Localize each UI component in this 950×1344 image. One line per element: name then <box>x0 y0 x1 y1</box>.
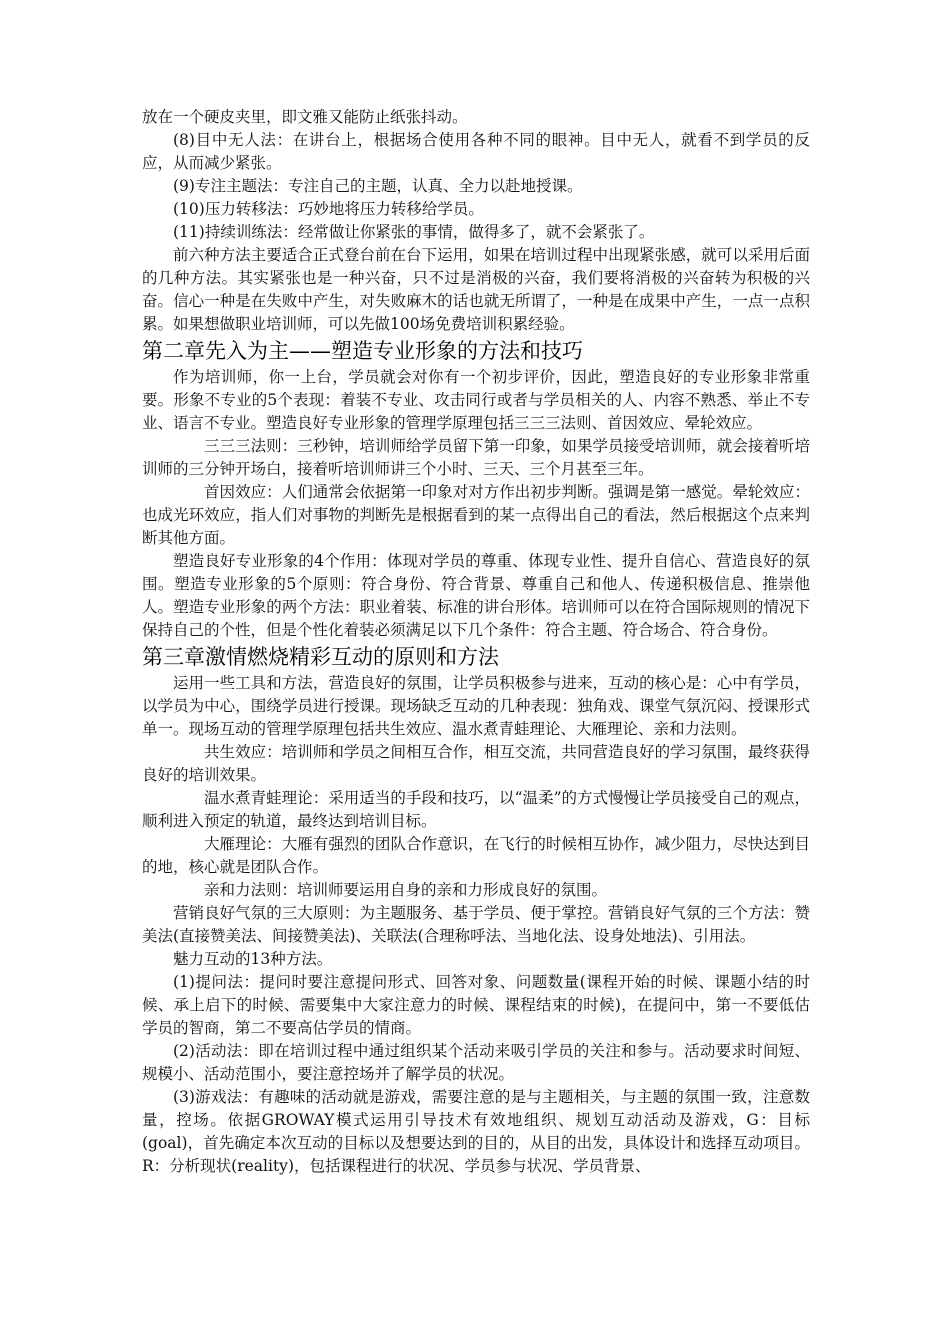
paragraph: 大雁理论：大雁有强烈的团队合作意识，在飞行的时候相互协作，减少阻力，尽快达到目的地，核心就是团队合作。 <box>142 835 810 876</box>
paragraph: 塑造良好专业形象的4个作用：体现对学员的尊重、体现专业性、提升自信心、营造良好的氛围。塑造专业形象的5个原则：符合身份、符合背景、尊重自己和他人、传递积极信息、推崇他人。塑造专业形象的两个方法：职业着装、标准的讲台形体。培训师可以在符合国际规则的情况下保持自己的个性，但是个性化着装必须满足以下几个条件：符合主题、符合场合、符合身份。 <box>142 552 810 639</box>
paragraph: (3)游戏法：有趣味的活动就是游戏，需要注意的是与主题相关，与主题的氛围一致，注意数量，控场。依据GROWAY模式运用引导技术有效地组织、规划互动活动及游戏，G：目标(goal)，首先确定本次互动的目标以及想要达到的目的，从目的出发，具体设计和选择互动项目。R：分析现状(reality)，包括课程进行的状况、学员参与状况、学员背景、 <box>142 1088 810 1175</box>
document-page <box>142 106 810 1178</box>
paragraph: (2)活动法：即在培训过程中通过组织某个活动来吸引学员的关注和参与。活动要求时间短、规模小、活动范围小，要注意控场并了解学员的状况。 <box>142 1042 810 1083</box>
paragraph: 营销良好气氛的三大原则：为主题服务、基于学员、便于掌控。营销良好气氛的三个方法：赞美法(直接赞美法、间接赞美法)、关联法(合理称呼法、当地化法、设身处地法)、引用法。 <box>142 904 810 945</box>
paragraph: (9)专注主题法：专注自己的主题，认真、全力以赴地授课。 <box>173 177 583 195</box>
chapter-heading: 第二章先入为主——塑造专业形象的方法和技巧 <box>142 339 583 363</box>
paragraph: 作为培训师，你一上台，学员就会对你有一个初步评价，因此，塑造良好的专业形象非常重要。形象不专业的5个表现：着装不专业、攻击同行或者与学员相关的人、内容不熟悉、举止不专业、语言不专业。塑造良好专业形象的管理学原理包括三三三法则、首因效应、晕轮效应。 <box>142 368 810 432</box>
paragraph: 共生效应：培训师和学员之间相互合作，相互交流，共同营造良好的学习氛围，最终获得良好的培训效果。 <box>142 743 810 784</box>
paragraph: 温水煮青蛙理论：采用适当的手段和技巧，以“温柔”的方式慢慢让学员接受自己的观点，顺利进入预定的轨道，最终达到培训目标。 <box>142 789 810 830</box>
paragraph: 首因效应：人们通常会依据第一印象对对方作出初步判断。强调是第一感觉。晕轮效应：也成光环效应，指人们对事物的判断先是根据看到的某一点得出自己的看法，然后根据这个点来判断其他方面。 <box>142 483 810 547</box>
paragraph: (10)压力转移法：巧妙地将压力转移给学员。 <box>173 200 484 218</box>
paragraph: 运用一些工具和方法，营造良好的氛围，让学员积极参与进来，互动的核心是：心中有学员，以学员为中心，围绕学员进行授课。现场缺乏互动的几种表现：独角戏、课堂气氛沉闷、授课形式单一。现场互动的管理学原理包括共生效应、温水煮青蛙理论、大雁理论、亲和力法则。 <box>142 674 810 738</box>
paragraph: (11)持续训练法：经常做让你紧张的事情，做得多了，就不会紧张了。 <box>173 223 655 241</box>
paragraph: 放在一个硬皮夹里，即文雅又能防止纸张抖动。 <box>142 108 468 126</box>
paragraph: 亲和力法则：培训师要运用自身的亲和力形成良好的氛围。 <box>204 881 608 899</box>
paragraph: (8)目中无人法：在讲台上，根据场合使用各种不同的眼神。目中无人，就看不到学员的反应，从而减少紧张。 <box>142 131 810 172</box>
paragraph: (1)提问法：提问时要注意提问形式、回答对象、问题数量(课程开始的时候、课题小结的时候、承上启下的时候、需要集中大家注意力的时候、课程结束的时候)，在提问中，第一不要低估学员的智商，第二不要高估学员的情商。 <box>142 973 810 1037</box>
paragraph: 三三三法则：三秒钟，培训师给学员留下第一印象，如果学员接受培训师，就会接着听培训师的三分钟开场白，接着听培训师讲三个小时、三天、三个月甚至三年。 <box>142 437 810 478</box>
chapter-heading: 第三章激情燃烧精彩互动的原则和方法 <box>142 645 499 669</box>
paragraph: 魅力互动的13种方法。 <box>173 950 333 968</box>
paragraph: 前六种方法主要适合正式登台前在台下运用，如果在培训过程中出现紧张感，就可以采用后面的几种方法。其实紧张也是一种兴奋，只不过是消极的兴奋，我们要将消极的兴奋转为积极的兴奋。信心一种是在失败中产生，对失败麻木的话也就无所谓了，一种是在成果中产生，一点一点积累。如果想做职业培训师，可以先做100场免费培训积累经验。 <box>142 246 810 333</box>
